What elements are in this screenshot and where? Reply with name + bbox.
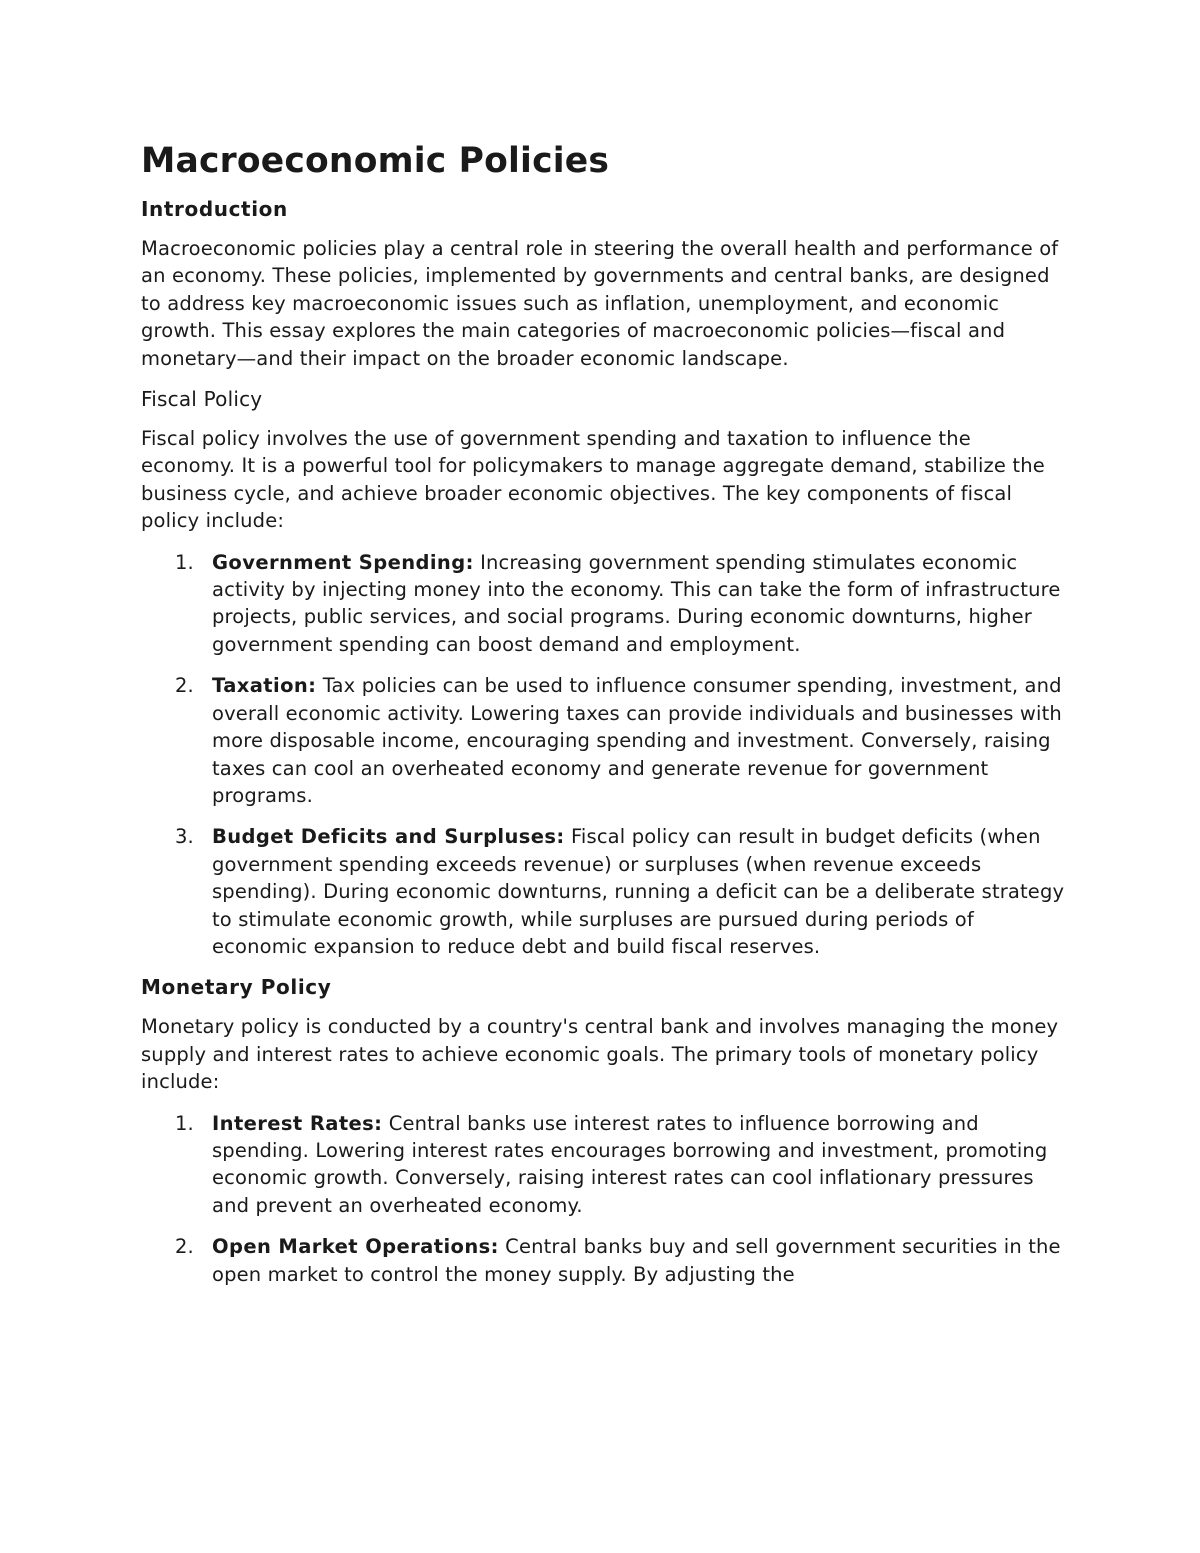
list-number: 3.: [175, 825, 194, 849]
introduction-heading: Introduction: [141, 197, 288, 221]
list-item-term: Government Spending:: [212, 550, 474, 574]
fiscal-policy-heading: Fiscal Policy: [141, 387, 263, 412]
list-item-text: Central banks buy and sell government securities in the open market to control the money supply. By adjusting the: [212, 1235, 1061, 1286]
list-item: [175, 1233, 1066, 1288]
list-number: 2.: [175, 1235, 194, 1259]
list-item: [175, 1110, 1066, 1220]
list-item: [175, 823, 1066, 960]
introduction-paragraph: Macroeconomic policies play a central role in steering the overall health and performance of an economy. These policies, implemented by governments and central banks, are designed to address key macroeconomic issues such as inflation, unemployment, and economic growth. This essay explores the main categories of macroeconomic policies—fiscal and monetary—and their impact on the broader economic landscape.: [141, 237, 1059, 370]
list-item-text: Fiscal policy can result in budget deficits (when government spending exceeds revenue) or surpluses (when revenue exceeds spending). During economic downturns, running a deficit can be a deliberate strategy to stimulate economic growth, while surpluses are pursued during periods of economic expansion to reduce debt and build fiscal reserves.: [212, 825, 1065, 958]
list-number: 1.: [175, 550, 194, 574]
list-item-term: Taxation:: [212, 674, 317, 698]
list-item-term: Open Market Operations:: [212, 1235, 499, 1259]
document-page: [141, 140, 1066, 1302]
page-title: Macroeconomic Policies: [141, 141, 610, 181]
list-item-term: Budget Deficits and Surpluses:: [212, 825, 565, 849]
fiscal-components-list: [141, 549, 1066, 961]
list-item: [175, 549, 1066, 659]
monetary-policy-heading: Monetary Policy: [141, 975, 332, 1000]
list-number: 2.: [175, 674, 194, 698]
list-item-text: Tax policies can be used to influence consumer spending, investment, and overall economic activity. Lowering taxes can provide individuals and businesses with more disposable income, encouraging spending and investment. Conversely, raising taxes can cool an overheated economy and generate revenue for government programs.: [212, 674, 1062, 807]
monetary-tools-list: [141, 1110, 1066, 1288]
list-item: [175, 672, 1066, 809]
fiscal-policy-paragraph: Fiscal policy involves the use of government spending and taxation to influence the economy. It is a powerful tool for policymakers to manage aggregate demand, stabilize the business cycle, and achieve broader economic objectives. The key components of fiscal policy include:: [141, 427, 1045, 533]
list-item-text: Central banks use interest rates to influence borrowing and spending. Lowering interest rates encourages borrowing and investment, promoting economic growth. Conversely, raising interest rates can cool inflationary pressures and prevent an overheated economy.: [212, 1111, 1048, 1217]
list-number: 1.: [175, 1111, 194, 1135]
monetary-policy-paragraph: Monetary policy is conducted by a country's central bank and involves managing the money supply and interest rates to achieve economic goals. The primary tools of monetary policy include:: [141, 1015, 1059, 1094]
list-item-text: Increasing government spending stimulates economic activity by injecting money into the economy. This can take the form of infrastructure projects, public services, and social programs. During economic downturns, higher government spending can boost demand and employment.: [212, 550, 1061, 656]
list-item-term: Interest Rates:: [212, 1111, 383, 1135]
